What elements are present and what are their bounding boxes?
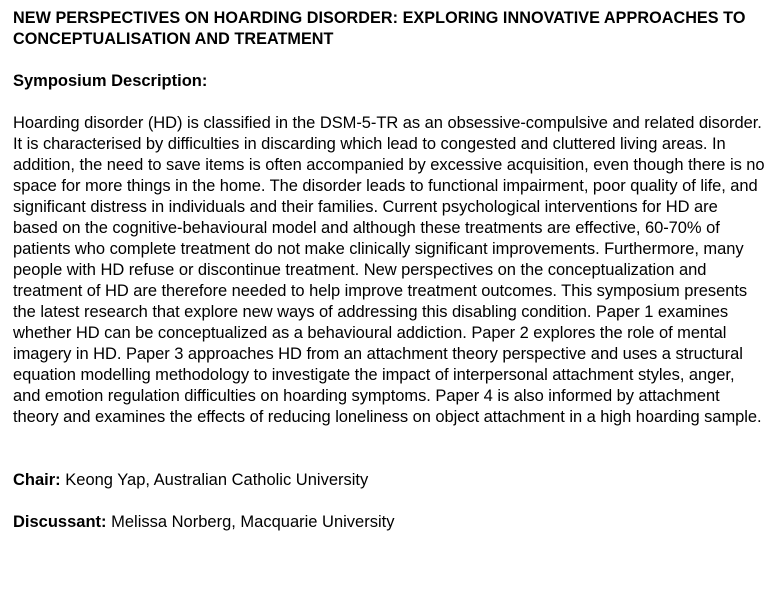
symposium-title: NEW PERSPECTIVES ON HOARDING DISORDER: EXPLORING INNOVATIVE APPROACHES TO CONCEPTUALISATION AND TREATMENT <box>13 9 746 48</box>
description-paragraph: Hoarding disorder (HD) is classified in the DSM-5-TR as an obsessive-compulsive and related disorder. It is characterised by difficulties in discarding which lead to congested and cluttered living areas. In addition, the need to save items is often accompanied by excessive acquisition, even though there is no space for more things in the home. The disorder leads to functional impairment, poor quality of life, and significant distress in individuals and their families. Current psychological interventions for HD are based on the cognitive-behavioural model and although these treatments are effective, 60-70% of patients who complete treatment do not make clinically significant improvements. Furthermore, many people with HD refuse or discontinue treatment. New perspectives on the conceptualization and treatment of HD are therefore needed to help improve treatment outcomes. This symposium presents the latest research that explore new ways of addressing this disabling condition. Paper 1 examines whether HD can be conceptualized as a behavioural addiction. Paper 2 explores the role of mental imagery in HD. Paper 3 approaches HD from an attachment theory perspective and uses a structural equation modelling methodology to investigate the impact of interpersonal attachment styles, anger, and emotion regulation difficulties on hoarding symptoms. Paper 4 is also informed by attachment theory and examines the effects of reducing loneliness on object attachment in a high hoarding sample. <box>13 114 765 426</box>
chair-line <box>13 470 765 491</box>
discussant-line <box>13 512 765 533</box>
description-heading: Symposium Description: <box>13 72 208 90</box>
chair-label: Chair: <box>13 471 61 489</box>
chair-name: Keong Yap, Australian Catholic University <box>65 471 369 489</box>
discussant-name: Melissa Norberg, Macquarie University <box>111 513 395 531</box>
discussant-label: Discussant: <box>13 513 107 531</box>
document-page <box>13 8 765 533</box>
